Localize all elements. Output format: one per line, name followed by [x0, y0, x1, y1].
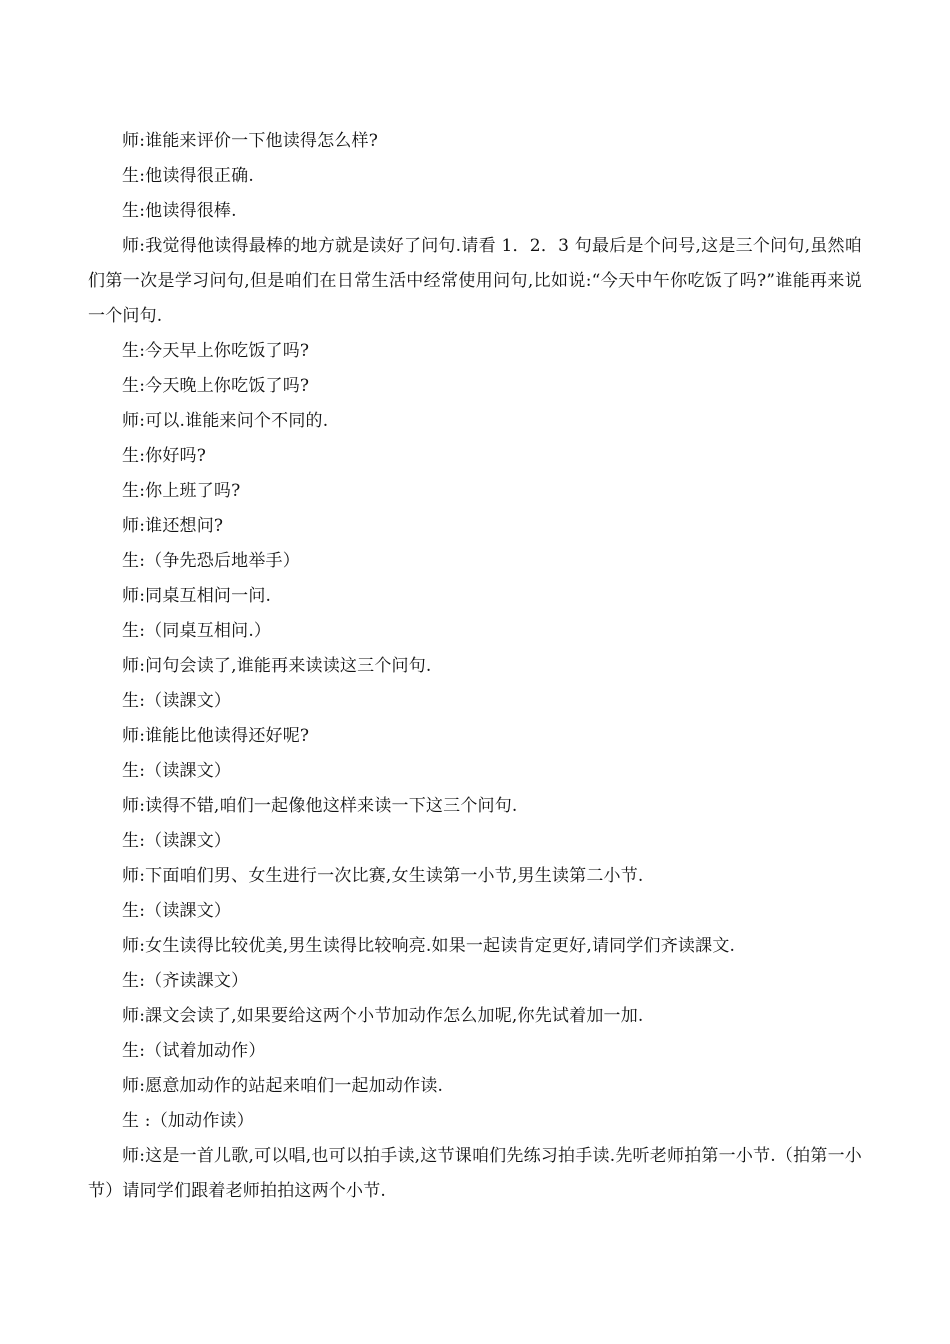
paragraph: 生:（读課文） [122, 901, 232, 921]
paragraph: 生:（读課文） [122, 761, 232, 781]
paragraph: 生:（读課文） [122, 831, 232, 851]
paragraph: 师:我觉得他读得最棒的地方就是读好了问句.请看 1．2．3 句最后是个问号,这是三个问句,虽然咱们第一次是学习问句,但是咱们在日常生活中经常使用问句,比如说:“今天中午你吃饭了吗?”谁能再来说一个问句. [88, 236, 862, 326]
paragraph: 生:你上班了吗? [122, 481, 241, 501]
paragraph: 生:（齐读課文） [122, 971, 249, 991]
paragraph: 师:问句会读了,谁能再来读读这三个问句. [122, 656, 432, 676]
paragraph: 师:谁能比他读得还好呢? [122, 726, 310, 746]
paragraph: 师:下面咱们男、女生进行一次比赛,女生读第一小节,男生读第二小节. [122, 866, 644, 886]
paragraph: 师:读得不错,咱们一起像他这样来读一下这三个问句. [122, 796, 518, 816]
paragraph: 生 :（加动作读） [122, 1111, 254, 1131]
paragraph: 生:他读得很棒. [122, 201, 237, 221]
paragraph: 师:谁还想问? [122, 516, 224, 536]
paragraph: 生:今天晚上你吃饭了吗? [122, 376, 310, 396]
paragraph: 师:愿意加动作的站起来咱们一起加动作读. [122, 1076, 444, 1096]
paragraph: 师:可以.谁能来问个不同的. [122, 411, 329, 431]
paragraph: 生:（同桌互相问.） [122, 621, 272, 641]
paragraph: 生:（读課文） [122, 691, 232, 711]
paragraph: 生:今天早上你吃饭了吗? [122, 341, 310, 361]
paragraph: 生:（争先恐后地举手） [122, 551, 300, 571]
paragraph: 生:你好吗? [122, 446, 207, 466]
paragraph: 师:女生读得比较优美,男生读得比较响亮.如果一起读肯定更好,请同学们齐读課文. [122, 936, 736, 956]
paragraph: 师:同桌互相问一问. [122, 586, 272, 606]
paragraph: 师:課文会读了,如果要给这两个小节加动作怎么加呢,你先试着加一加. [122, 1006, 644, 1026]
paragraph: 师:这是一首儿歌,可以唱,也可以拍手读,这节课咱们先练习拍手读.先听老师拍第一小节.（拍第一小节）请同学们跟着老师拍拍这两个小节. [88, 1146, 862, 1201]
paragraph: 生:（试着加动作） [122, 1041, 266, 1061]
paragraph: 生:他读得很正确. [122, 166, 254, 186]
paragraph: 师:谁能来评价一下他读得怎么样? [122, 131, 379, 151]
